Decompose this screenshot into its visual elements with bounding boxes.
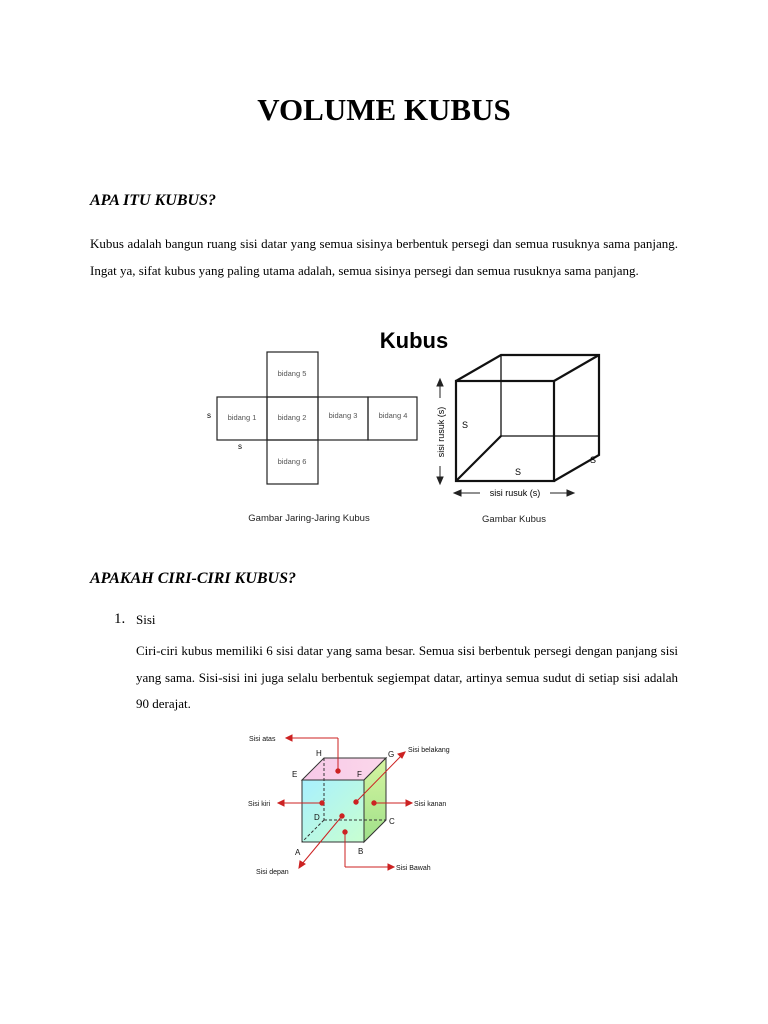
net-face-label: bidang 5 [277,369,307,378]
horizontal-edge-label: sisi rusuk (s) [489,488,541,498]
net-face-label: bidang 3 [328,411,358,420]
cube-face-label: S [462,420,469,430]
cube-face-label: S [515,467,522,477]
net-face-label: bidang 2 [277,413,307,422]
cube-wireframe [456,355,599,481]
label-front-face: Sisi depan [256,869,289,876]
label-top-face: Sisi atas [249,736,276,743]
figure-title: Kubus [379,328,449,353]
list-item-paragraph: Ciri-ciri kubus memiliki 6 sisi datar yang sama besar. Semua sisi berbentuk persegi dengan panjang sisi yang sama. Sisi-sisi ini juga selalu berbentuk segiempat datar, artinya semua sudut di setiap sisi adalah 90 derajat. [136,643,678,711]
label-back-face: Sisi belakang [408,747,450,754]
vertex-label: D [314,813,320,822]
vertex-label: A [295,848,301,857]
vertical-edge-label: sisi rusuk (s) [436,406,446,458]
cube-net-figure [190,320,610,532]
label-bottom-face: Sisi Bawah [396,865,431,872]
vertex-label: B [358,847,364,856]
net-caption: Gambar Jaring-Jaring Kubus [248,513,370,524]
vertex-label: E [292,770,298,779]
list-item-number: 1. [114,611,126,627]
vertex-label: H [316,749,322,758]
vertex-label: F [357,770,362,779]
cube-face-label: S [590,455,597,465]
net-side-label: s [238,442,242,451]
vertex-label: C [389,817,395,826]
definition-paragraph: Kubus adalah bangun ruang sisi datar yang semua sisinya berbentuk persegi dan semua rusuknya sama panjang. Ingat ya, sifat kubus yang paling utama adalah, semua sisinya persegi dan semua rusuknya sama panjang. [90,236,678,278]
net-side-label: s [207,411,211,420]
net-face-label: bidang 6 [277,457,307,466]
label-right-face: Sisi kanan [414,801,447,808]
net-face-label: bidang 1 [227,413,257,422]
cube-faces-figure [236,722,466,884]
list-item-title: Sisi [136,612,156,627]
cube-caption: Gambar Kubus [482,514,546,525]
section-heading-characteristics: APAKAH CIRI-CIRI KUBUS? [90,570,296,587]
section-heading-what-is-cube: APA ITU KUBUS? [90,192,216,209]
net-face-label: bidang 4 [378,411,408,420]
vertex-label: G [388,750,395,759]
page-title: VOLUME KUBUS [257,92,511,127]
label-left-face: Sisi kiri [248,801,271,808]
